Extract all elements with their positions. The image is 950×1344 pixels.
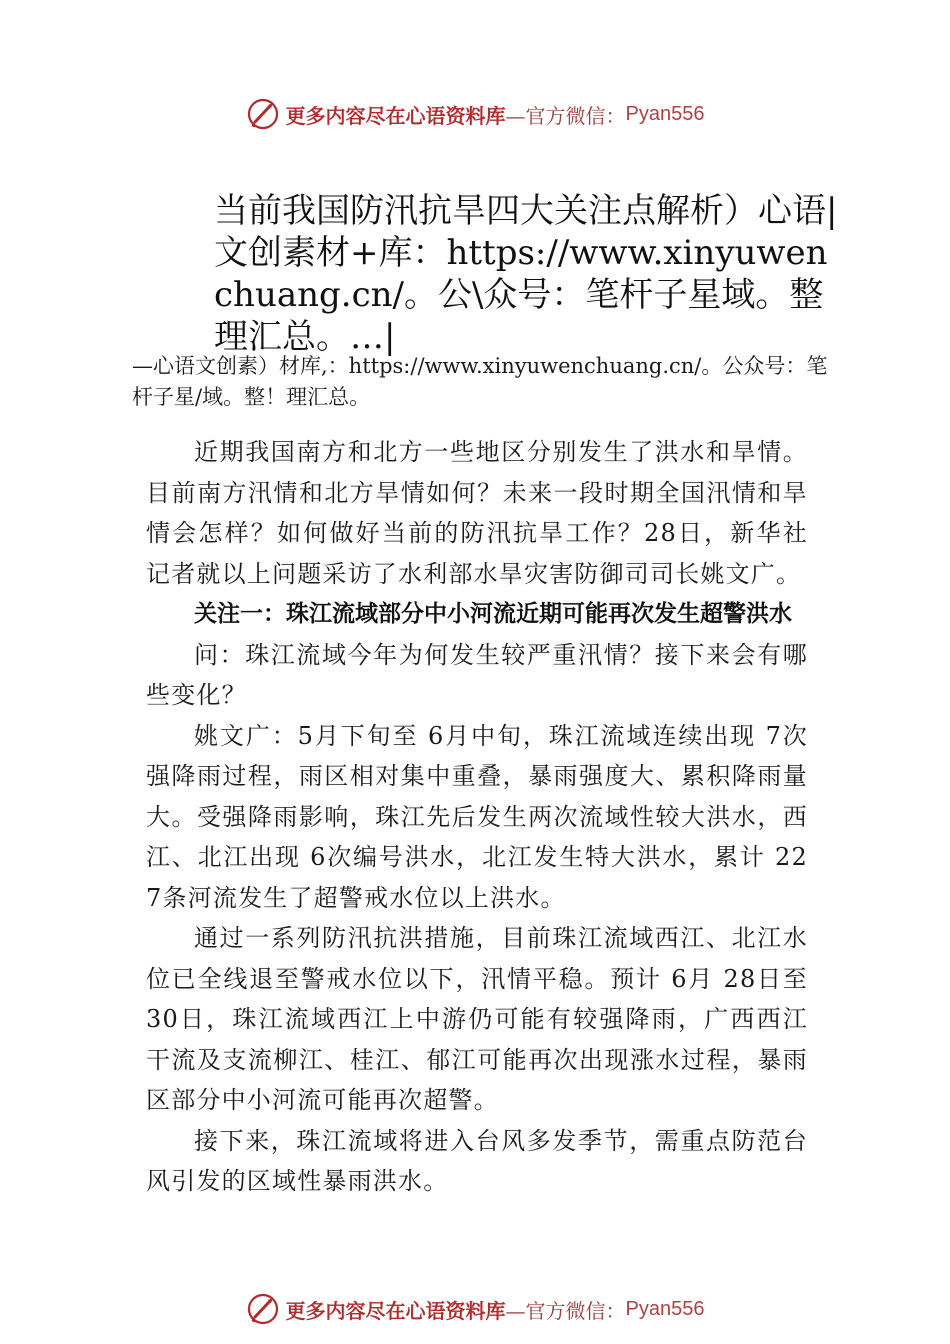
document-title: 当前我国防汛抗旱四大关注点解析）心语|文创素材+库：https://www.xinyuwenchuang.cn/。公\众号：笔杆子星域。整理汇总。…| [214, 191, 838, 357]
article-body [146, 432, 808, 1202]
brush-logo-icon [246, 97, 280, 131]
footer-banner [0, 1289, 950, 1329]
paragraph-typhoon: 接下来，珠江流域将进入台风多发季节，需重点防范台风引发的区域性暴雨洪水。 [146, 1126, 808, 1195]
brush-logo-icon [246, 1292, 280, 1326]
banner-wechat-label: —官方微信： [505, 103, 626, 128]
paragraph-question: 问：珠江流域今年为何发生较严重汛情？接下来会有哪些变化？ [146, 640, 808, 709]
document-subtitle: —心语文创素）材库,：https://www.xinyuwenchuang.cn/。公众号：笔杆子星/域。整！理汇总。 [132, 354, 828, 409]
banner-library-text: 更多内容尽在心语资料库 [285, 103, 506, 128]
banner-wechat-id: Pyan556 [625, 102, 705, 125]
banner-wechat-id: Pyan556 [625, 1297, 705, 1320]
paragraph-forecast: 通过一系列防汛抗洪措施，目前珠江流域西江、北江水位已全线退至警戒水位以下，汛情平稳。预计 6月 28日至 30日，珠江流域西江上中游仍可能有较强降雨，广西西江干流及支流柳江、桂江、郁江可能再次出现涨水过程，暴雨区部分中小河流可能再次超警。 [146, 924, 808, 1114]
banner-library-text: 更多内容尽在心语资料库 [285, 1298, 506, 1323]
paragraph-intro: 近期我国南方和北方一些地区分别发生了洪水和旱情。目前南方汛情和北方旱情如何？未来一段时期全国汛情和旱情会怎样？如何做好当前的防汛抗旱工作？28日，新华社记者就以上问题采访了水利部水旱灾害防御司司长姚文广。 [146, 438, 808, 588]
paragraph-answer: 姚文广：5月下旬至 6月中旬，珠江流域连续出现 7次强降雨过程，雨区相对集中重叠，暴雨强度大、累积降雨量大。受强降雨影响，珠江先后发生两次流域性较大洪水，西江、北江出现 6次编号洪水，北江发生特大洪水，累计 227条河流发生了超警戒水位以上洪水。 [146, 721, 808, 912]
section-heading: 关注一：珠江流域部分中小河流近期可能再次发生超警洪水 [194, 601, 792, 627]
header-banner [0, 94, 950, 134]
banner-wechat-label: —官方微信： [505, 1298, 626, 1323]
